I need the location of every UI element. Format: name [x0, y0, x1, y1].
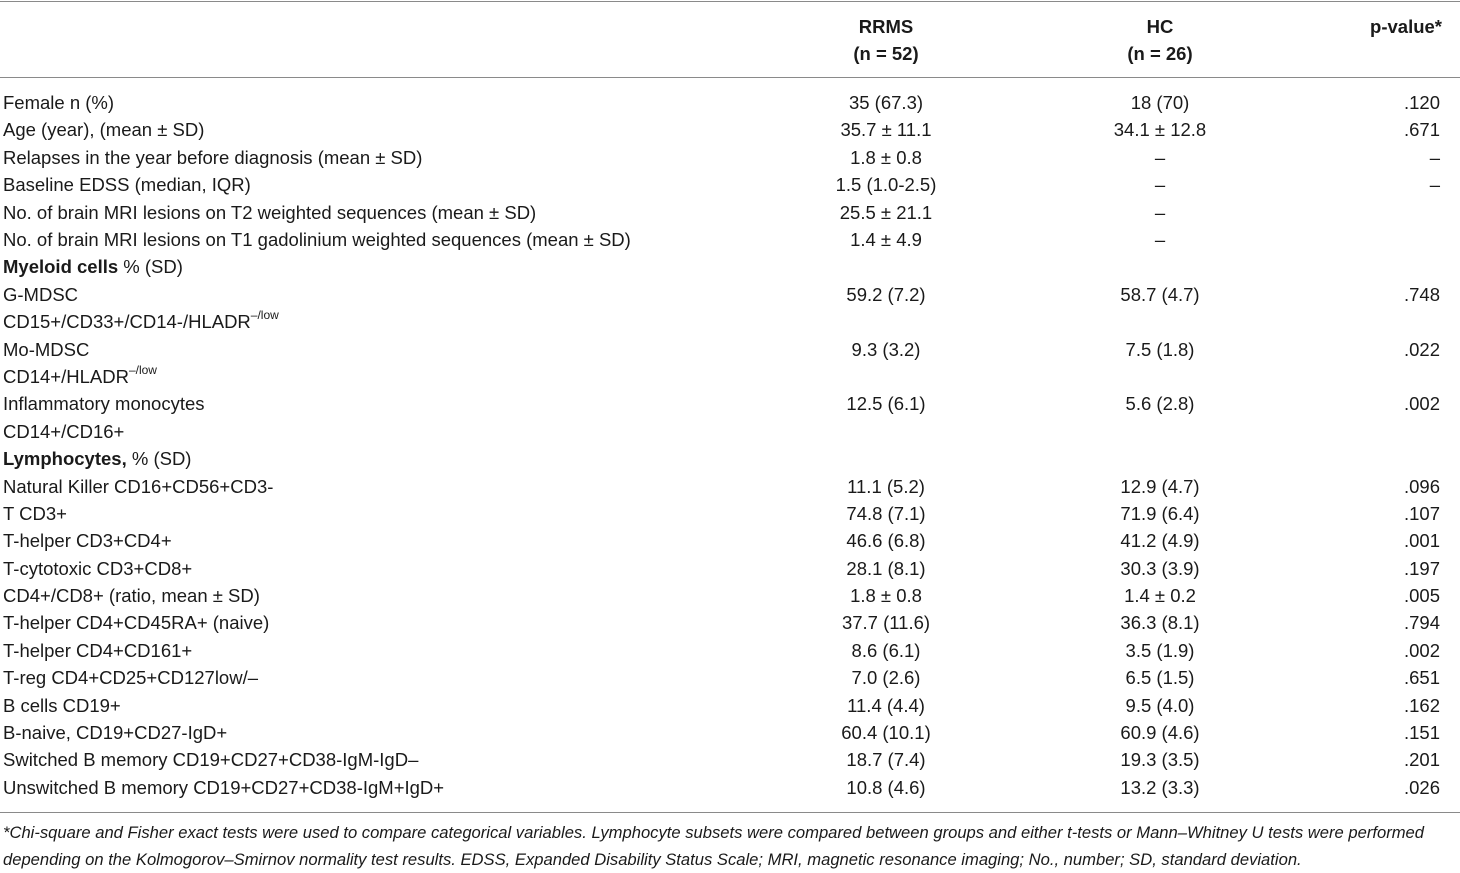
column-header-hc: HC (n = 26): [1127, 16, 1193, 64]
rrms-value: 8.6 (6.1): [851, 639, 921, 661]
table-row: [0, 582, 1460, 609]
row-label: Natural Killer CD16+CD56+CD3-: [3, 475, 274, 497]
hc-value: –: [1154, 146, 1166, 168]
table-row: [0, 664, 1460, 691]
table-row: [0, 226, 1460, 253]
rrms-value: 1.4 ± 4.9: [850, 228, 922, 250]
table-top-rule: [0, 1, 1460, 2]
row-label: T-cytotoxic CD3+CD8+: [3, 557, 193, 579]
p-value: .002: [1403, 393, 1440, 415]
rrms-value: 7.0 (2.6): [851, 667, 921, 689]
table-row: [0, 774, 1460, 801]
rrms-value: 60.4 (10.1): [841, 722, 931, 744]
hc-value: 58.7 (4.7): [1120, 283, 1200, 305]
row-label: T CD3+: [3, 502, 67, 524]
hc-value: 41.2 (4.9): [1120, 530, 1200, 552]
p-value: .671: [1403, 119, 1440, 141]
table-footnote: *Chi-square and Fisher exact tests were used to compare categorical variables. Lymphocyte subsets were compared between groups and either t-tests or Mann–Whitney U tests were performed depending on the Kolmogorov–Smirnov normality test results. EDSS, Expanded Disability Status Scale; MRI, magnetic resonance imaging; No., number; SD, standard deviation.: [3, 823, 1424, 869]
row-sublabel: CD14+/HLADR: [3, 365, 129, 387]
hc-value: 19.3 (3.5): [1120, 749, 1200, 771]
table-row: [0, 336, 1460, 391]
row-label: Mo-MDSC: [3, 338, 90, 360]
row-label: Age (year), (mean ± SD): [3, 119, 205, 141]
table-bottom-rule: [0, 812, 1460, 813]
hc-value: 30.3 (3.9): [1120, 557, 1200, 579]
rrms-value: 1.8 ± 0.8: [850, 146, 922, 168]
table-row: [0, 500, 1460, 527]
row-label: Inflammatory monocytes: [3, 393, 205, 415]
superscript: –/low: [128, 362, 157, 377]
hc-value: 3.5 (1.9): [1125, 639, 1195, 661]
hc-value: 36.3 (8.1): [1120, 612, 1200, 634]
p-value: .001: [1403, 530, 1440, 552]
rrms-value: 28.1 (8.1): [846, 557, 926, 579]
hc-value: 71.9 (6.4): [1120, 502, 1200, 524]
p-value: .026: [1403, 776, 1440, 798]
hc-value: 13.2 (3.3): [1120, 776, 1200, 798]
p-value: .022: [1403, 338, 1440, 360]
table-row: [0, 692, 1460, 719]
p-value: –: [1429, 146, 1440, 168]
rrms-value: 74.8 (7.1): [846, 502, 926, 524]
row-label: Baseline EDSS (median, IQR): [3, 174, 251, 196]
section-unit: % (SD): [118, 256, 183, 278]
table-row: [0, 746, 1460, 773]
rrms-value: 1.8 ± 0.8: [850, 585, 922, 607]
table-row: [0, 390, 1460, 445]
row-label: B cells CD19+: [3, 694, 121, 716]
superscript: –/low: [250, 307, 279, 322]
row-label: T-helper CD4+CD161+: [3, 639, 193, 661]
column-header-p-value: p-value*: [1370, 16, 1442, 37]
row-sublabel: CD15+/CD33+/CD14-/HLADR: [3, 311, 251, 333]
hc-value: 6.5 (1.5): [1125, 667, 1195, 689]
hc-value: 1.4 ± 0.2: [1124, 585, 1196, 607]
lymphocyte-rows: [0, 473, 1460, 802]
p-value: .120: [1403, 92, 1440, 113]
hc-value: –: [1154, 174, 1166, 196]
hc-value: 7.5 (1.8): [1125, 338, 1195, 360]
row-label: No. of brain MRI lesions on T1 gadolinium weighted sequences (mean ± SD): [3, 228, 631, 250]
hc-value: 9.5 (4.0): [1125, 694, 1195, 716]
table-row: [0, 473, 1460, 500]
column-header-rrms: RRMS (n = 52): [853, 16, 919, 64]
rrms-value: 12.5 (6.1): [846, 393, 926, 415]
rrms-value: 59.2 (7.2): [846, 283, 926, 305]
row-label: Unswitched B memory CD19+CD27+CD38-IgM+IgD+: [3, 776, 445, 798]
p-value: .794: [1403, 612, 1440, 634]
row-label: T-reg CD4+CD25+CD127low/–: [3, 667, 259, 689]
hc-value: 60.9 (4.6): [1120, 722, 1200, 744]
table-row: [0, 89, 1460, 116]
row-label: Relapses in the year before diagnosis (mean ± SD): [3, 146, 423, 168]
row-label: Female n (%): [3, 92, 115, 113]
rrms-value: 25.5 ± 21.1: [839, 201, 933, 223]
table-row: [0, 281, 1460, 336]
p-value: .197: [1403, 557, 1440, 579]
row-label: T-helper CD4+CD45RA+ (naive): [3, 612, 270, 634]
p-value: .162: [1403, 694, 1440, 716]
hc-value: –: [1154, 201, 1166, 223]
rrms-value: 11.1 (5.2): [847, 475, 925, 497]
table-body: [0, 89, 1460, 801]
section-title: Myeloid cells: [3, 256, 119, 278]
hc-value: 18 (70): [1130, 92, 1190, 113]
rrms-value: 35.7 ± 11.1: [840, 119, 932, 141]
p-value: .005: [1403, 585, 1440, 607]
table-row: [0, 116, 1460, 143]
rrms-value: 9.3 (3.2): [851, 338, 921, 360]
row-label: B-naive, CD19+CD27-IgD+: [3, 722, 228, 744]
rrms-value: 1.5 (1.0-2.5): [835, 174, 937, 196]
section-unit: % (SD): [126, 448, 192, 470]
row-label: T-helper CD3+CD4+: [3, 530, 172, 552]
row-sublabel: CD14+/CD16+: [3, 420, 125, 442]
table-row: [0, 719, 1460, 746]
p-value: .748: [1403, 283, 1440, 305]
rrms-value: 18.7 (7.4): [846, 749, 926, 771]
hc-value: 5.6 (2.8): [1125, 393, 1195, 415]
section-header-myeloid: [0, 253, 1460, 280]
hc-value: 12.9 (4.7): [1120, 475, 1200, 497]
hc-value: 34.1 ± 12.8: [1113, 119, 1207, 141]
rrms-value: 37.7 (11.6): [841, 612, 931, 634]
table-row: [0, 637, 1460, 664]
p-value: .201: [1403, 749, 1440, 771]
rrms-value: 10.8 (4.6): [846, 776, 926, 798]
table-row: [0, 199, 1460, 226]
p-value: .151: [1403, 722, 1440, 744]
table-row: [0, 527, 1460, 554]
section-title: Lymphocytes,: [3, 448, 127, 470]
p-value: –: [1429, 174, 1440, 196]
p-value: .002: [1403, 639, 1440, 661]
header-rule: [0, 77, 1460, 78]
row-label: CD4+/CD8+ (ratio, mean ± SD): [3, 585, 260, 607]
rrms-value: 35 (67.3): [848, 92, 924, 113]
table-row: [0, 609, 1460, 636]
p-value: .096: [1403, 475, 1440, 497]
hc-value: –: [1154, 228, 1166, 250]
rrms-value: 46.6 (6.8): [846, 530, 926, 552]
rrms-value: 11.4 (4.4): [847, 694, 925, 716]
p-value: .107: [1403, 502, 1440, 524]
p-value: .651: [1403, 667, 1440, 689]
section-header-lymphocytes: [0, 445, 1460, 472]
row-label: G-MDSC: [3, 283, 79, 305]
row-label: No. of brain MRI lesions on T2 weighted sequences (mean ± SD): [3, 201, 537, 223]
table-row: [0, 555, 1460, 582]
row-label: Switched B memory CD19+CD27+CD38-IgM-IgD–: [3, 749, 419, 771]
table-row: [0, 144, 1460, 171]
table-row: [0, 171, 1460, 198]
